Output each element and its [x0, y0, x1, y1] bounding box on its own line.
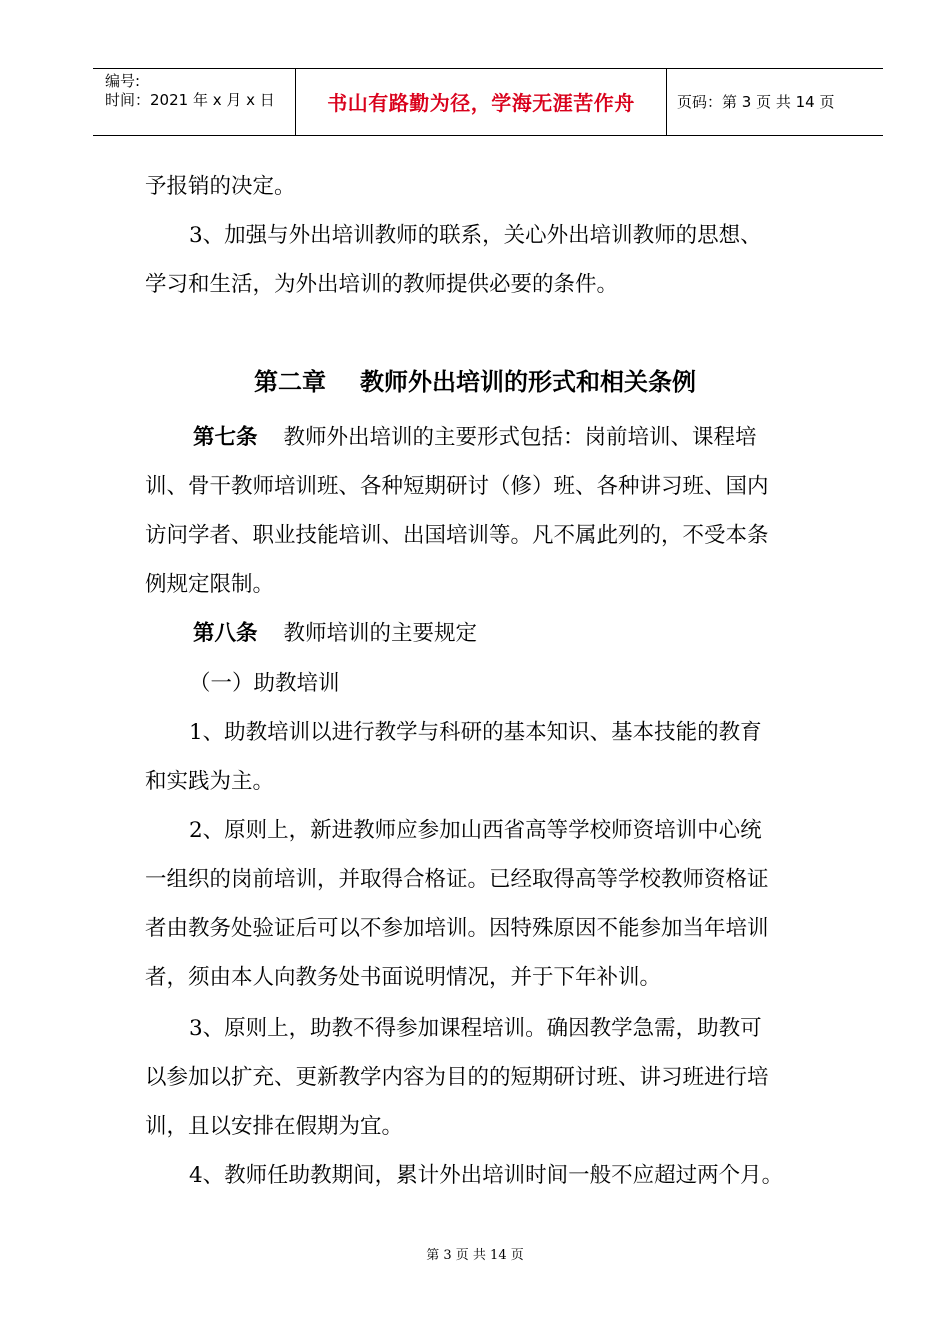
article-8-text: 教师培训的主要规定	[283, 621, 478, 646]
paragraph-line: 和实践为主。	[145, 769, 275, 794]
paragraph-line: 者，须由本人向教务处书面说明情况，并于下年补训。	[145, 965, 662, 990]
header-page-cell	[667, 69, 883, 135]
chapter-heading	[0, 366, 950, 398]
page-footer: 第 3 页 共 14 页	[426, 1248, 524, 1263]
paragraph-line: 3、原则上，助教不得参加课程培训。确因教学急需，助教可	[189, 1016, 762, 1041]
chapter-title: 教师外出培训的形式和相关条例	[360, 368, 696, 396]
page-header	[93, 68, 883, 136]
article-8-line	[193, 620, 477, 648]
paragraph-line: 访问学者、职业技能培训、出国培训等。凡不属此列的，不受本条	[145, 523, 769, 548]
article-7-label: 第七条	[193, 425, 258, 450]
section-heading: （一）助教培训	[189, 671, 340, 696]
header-motto-cell	[295, 69, 667, 135]
paragraph-line: 1、助教培训以进行教学与科研的基本知识、基本技能的教育	[189, 720, 762, 745]
paragraph-line: 以参加以扩充、更新教学内容为目的的短期研讨班、讲习班进行培	[145, 1065, 769, 1090]
header-page-info: 页码：第 3 页 共 14 页	[677, 93, 835, 111]
paragraph-line: 予报销的决定。	[145, 174, 296, 199]
document-number-label: 编号:	[105, 72, 141, 90]
article-8-label: 第八条	[193, 621, 258, 646]
paragraph-line: 训、骨干教师培训班、各种短期研讨（修）班、各种讲习班、国内	[145, 474, 769, 499]
paragraph-line: 例规定限制。	[145, 572, 275, 597]
chapter-number: 第二章	[254, 368, 326, 396]
paragraph-line: 学习和生活，为外出培训的教师提供必要的条件。	[145, 272, 619, 297]
paragraph-line: 3、加强与外出培训教师的联系，关心外出培训教师的思想、	[189, 223, 762, 248]
paragraph-line: 训，且以安排在假期为宜。	[145, 1114, 404, 1139]
header-motto: 书山有路勤为径，学海无涯苦作舟	[327, 91, 635, 115]
header-meta-cell	[93, 69, 295, 135]
paragraph-line: 2、原则上，新进教师应参加山西省高等学校师资培训中心统	[189, 818, 762, 843]
paragraph-line: 者由教务处验证后可以不参加培训。因特殊原因不能参加当年培训	[145, 916, 769, 941]
paragraph-line: 4、教师任助教期间，累计外出培训时间一般不应超过两个月。	[189, 1163, 784, 1188]
paragraph-line: 一组织的岗前培训，并取得合格证。已经取得高等学校教师资格证	[145, 867, 769, 892]
document-time-label: 时间：2021 年 x 月 x 日	[105, 91, 275, 109]
article-7-text: 教师外出培训的主要形式包括：岗前培训、课程培	[283, 425, 757, 450]
article-7-line	[193, 424, 757, 452]
